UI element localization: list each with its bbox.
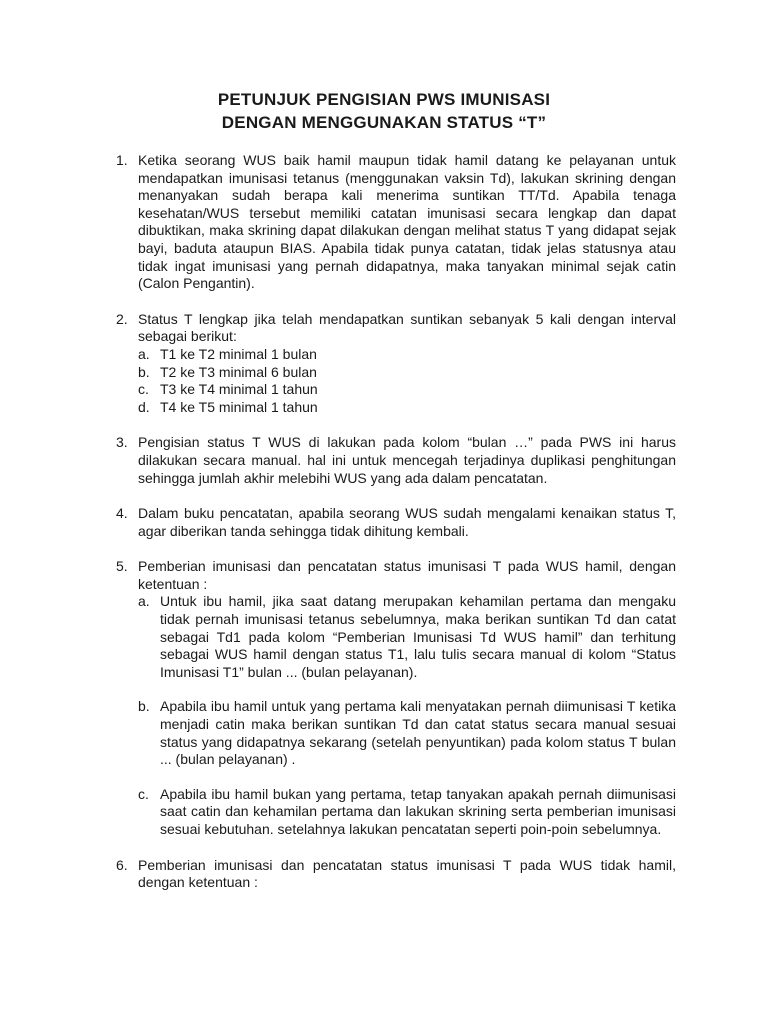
rule-item-a xyxy=(138,593,676,681)
sub-letter: b. xyxy=(138,698,150,715)
sub-letter: c. xyxy=(138,785,149,802)
item-number: 3. xyxy=(116,434,128,451)
interval-item-b xyxy=(138,364,676,382)
title-line-1: PETUNJUK PENGISIAN PWS IMUNISASI xyxy=(217,90,551,109)
instruction-item-6 xyxy=(116,857,676,892)
pregnant-wus-rules xyxy=(138,593,676,838)
sub-text: Apabila ibu hamil untuk yang pertama kali menyatakan pernah diimunisasi T ketika menjadi catin maka berikan suntikan Td dan catat status secara manual sesuai status yang didapatnya sekarang (setelah penyuntikan) pada kolom status T bulan ... (bulan pelayanan) . xyxy=(160,698,676,768)
sub-letter: b. xyxy=(138,363,150,380)
sub-text: Untuk ibu hamil, jika saat datang merupakan kehamilan pertama dan mengaku tidak pernah imunisasi tetanus sebelumnya, maka berikan suntikan Td dan catat sebagai Td1 pada kolom “Pemberian Imunisasi Td WUS hamil” dan terhitung sebagai WUS hamil dengan status T1, lalu tulis secara manual di kolom “Status Imunisasi T1” bulan ... (bulan pelayanan). xyxy=(160,593,676,680)
interval-item-a xyxy=(138,346,676,364)
item-text: Dalam buku pencatatan, apabila seorang WUS sudah mengalami kenaikan status T, agar diberikan tanda sehingga tidak dihitung kembali. xyxy=(138,505,676,539)
instruction-list-container xyxy=(116,152,676,910)
sub-text: Apabila ibu hamil bukan yang pertama, tetap tanyakan apakah pernah diimunisasi saat catin dan kehamilan pertama dan lakukan skrining serta pemberian imunisasi sesuai kebutuhan. setelahnya lakukan pencatatan seperti poin-poin sebelumnya. xyxy=(160,785,676,837)
item-text: Pengisian status T WUS di lakukan pada kolom “bulan …” pada PWS ini harus dilakukan secara manual. hal ini untuk mencegah terjadinya duplikasi penghitungan sehingga jumlah akhir melebihi WUS yang ada dalam pencatatan. xyxy=(138,434,676,486)
instruction-list xyxy=(116,152,676,892)
item-number: 4. xyxy=(116,505,128,522)
sub-text: T4 ke T5 minimal 1 tahun xyxy=(160,398,318,415)
rule-item-b xyxy=(138,698,676,768)
sub-text: T2 ke T3 minimal 6 bulan xyxy=(160,363,317,380)
sub-letter: a. xyxy=(138,593,150,610)
item-number: 1. xyxy=(116,152,128,168)
interval-item-d xyxy=(138,399,676,417)
sub-letter: a. xyxy=(138,345,150,362)
sub-letter: d. xyxy=(138,398,150,415)
item-number: 6. xyxy=(116,856,128,873)
instruction-item-3 xyxy=(116,434,676,487)
instruction-item-4 xyxy=(116,505,676,540)
instruction-item-1 xyxy=(116,152,676,293)
title-line-2: DENGAN MENGGUNAKAN STATUS “T” xyxy=(221,113,547,132)
item-number: 2. xyxy=(116,310,128,327)
rule-item-c xyxy=(138,786,676,839)
sub-text: T1 ke T2 minimal 1 bulan xyxy=(160,345,317,362)
sub-text: T3 ke T4 minimal 1 tahun xyxy=(160,381,318,398)
item-text: Pemberian imunisasi dan pencatatan status imunisasi T pada WUS hamil, dengan ketentuan : xyxy=(138,558,676,592)
item-text: Status T lengkap jika telah mendapatkan suntikan sebanyak 5 kali dengan interval sebagai berikut: xyxy=(138,310,676,345)
item-text: Pemberian imunisasi dan pencatatan status imunisasi T pada WUS tidak hamil, dengan ketentuan : xyxy=(138,856,676,891)
instruction-item-2 xyxy=(116,311,676,417)
item-number: 5. xyxy=(116,558,128,575)
interval-item-c xyxy=(138,381,676,399)
interval-list xyxy=(138,346,676,416)
document-title xyxy=(0,88,768,134)
sub-letter: c. xyxy=(138,381,149,398)
instruction-item-5 xyxy=(116,558,676,838)
item-text: Ketika seorang WUS baik hamil maupun tidak hamil datang ke pelayanan untuk mendapatkan imunisasi tetanus (menggunakan vaksin Td), lakukan skrining dengan menanyakan sudah berapa kali menerima suntikan TT/Td. Apabila tenaga kesehatan/WUS tersebut memiliki catatan imunisasi secara lengkap dan dapat dibuktikan, maka skrining dapat dilakukan dengan melihat status T yang didapat sejak bayi, baduta ataupun BIAS. Apabila tidak punya catatan, tidak jelas statusnya atau tidak ingat imunisasi yang pernah didapatnya, maka tanyakan minimal sejak catin (Calon Pengantin). xyxy=(138,152,676,292)
